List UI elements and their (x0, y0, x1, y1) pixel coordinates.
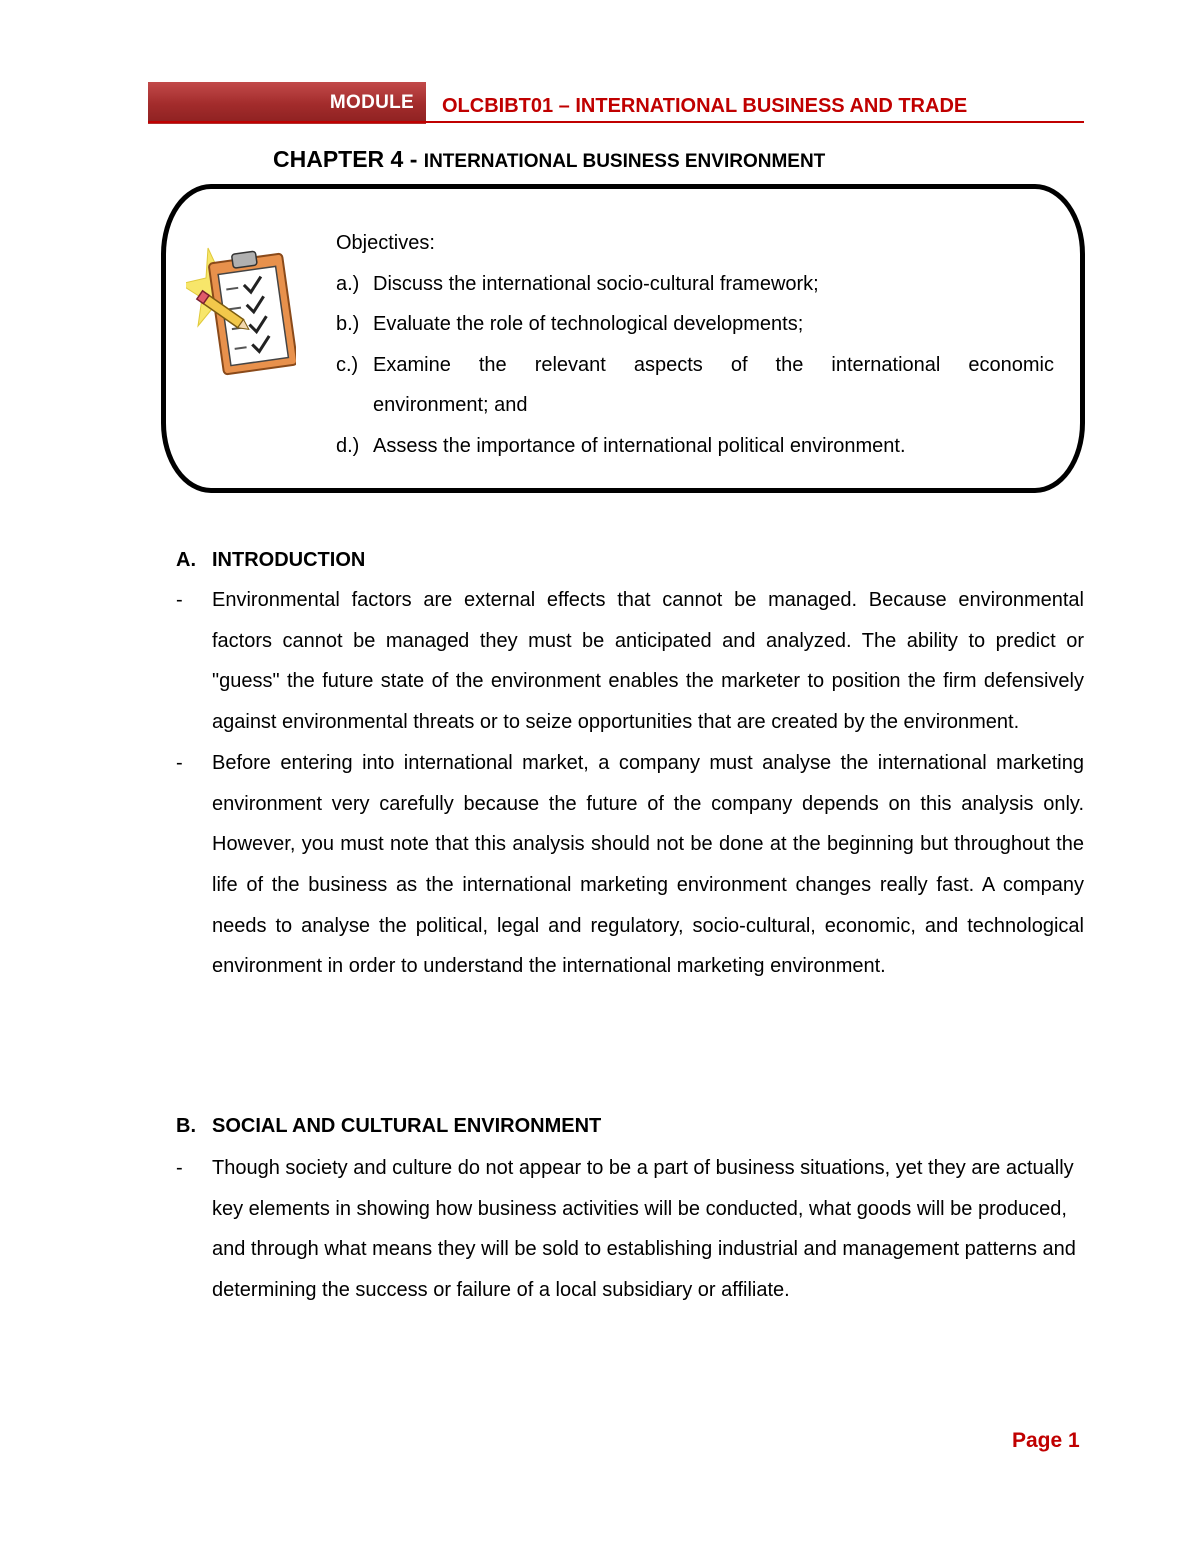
chapter-title (273, 146, 825, 173)
objective-continuation: environment; and (373, 394, 528, 416)
header-divider (148, 121, 1084, 123)
chapter-name: INTERNATIONAL BUSINESS ENVIRONMENT (423, 151, 826, 172)
section-heading-social-cultural (176, 1115, 601, 1138)
objective-marker: d.) (336, 434, 360, 457)
bullet-text: Though society and culture do not appear to be a part of business situations, yet they are actually key elements in showing how business activities will be conducted, what goods will be produced, and through what means they will be sold to establishing industrial and management patterns and determining the success or failure of a local subsidiary or affiliate. (212, 1157, 1076, 1302)
section-letter: B. (176, 1115, 196, 1137)
bullet-text: Before entering into international market, a company must analyse the international marketing environment very carefully because the future of the company depends on this analysis only. However, you must note that this analysis should not be done at the beginning but throughout the life of the business as the international marketing environment changes really fast. A company needs to analyse the political, legal and regulatory, socio-cultural, economic, and technological environment in order to understand the international marketing environment. (212, 751, 1084, 978)
objective-text: Discuss the international socio-cultural framework; (373, 272, 819, 295)
bullet-dash: - (176, 751, 183, 774)
course-title: OLCBIBT01 – INTERNATIONAL BUSINESS AND TRADE (442, 95, 968, 117)
bullet-item (176, 580, 1084, 743)
clipboard-checklist-icon (186, 240, 296, 380)
bullet-item (176, 743, 1084, 987)
objective-text: Evaluate the role of technological developments; (373, 313, 804, 335)
objective-marker: a.) (336, 272, 360, 295)
bullet-item (176, 1148, 1084, 1311)
objectives-heading: Objectives: (336, 232, 435, 254)
page-number: Page 1 (1012, 1429, 1080, 1452)
objective-marker: c.) (336, 353, 359, 376)
objective-text: Assess the importance of international political environment. (373, 434, 906, 457)
chapter-number: CHAPTER 4 - (273, 146, 424, 172)
bullet-text: Environmental factors are external effects that cannot be managed. Because environmental factors cannot be managed they must be anticipated and analyzed. The ability to predict or "guess" the future state of the environment enables the marketer to position the firm defensively against environmental threats or to seize opportunities that are created by the environment. (212, 589, 1084, 734)
section-letter: A. (176, 549, 196, 571)
objective-item (336, 264, 1054, 305)
objective-item (336, 426, 1054, 467)
introduction-bullets (176, 580, 1084, 987)
objective-item (336, 304, 1054, 345)
objective-item (336, 345, 1054, 386)
social-cultural-bullets (176, 1148, 1084, 1311)
bullet-dash: - (176, 589, 183, 611)
bullet-dash: - (176, 1157, 183, 1179)
objectives-list (336, 223, 1054, 466)
objective-text: Examine the relevant aspects of the international economic (373, 353, 1054, 376)
module-tag (148, 82, 426, 124)
section-title: SOCIAL AND CULTURAL ENVIRONMENT (212, 1115, 602, 1137)
module-label: MODULE (329, 92, 414, 113)
section-heading-introduction (176, 549, 365, 572)
objective-marker: b.) (336, 313, 360, 335)
section-title: INTRODUCTION (212, 549, 366, 571)
